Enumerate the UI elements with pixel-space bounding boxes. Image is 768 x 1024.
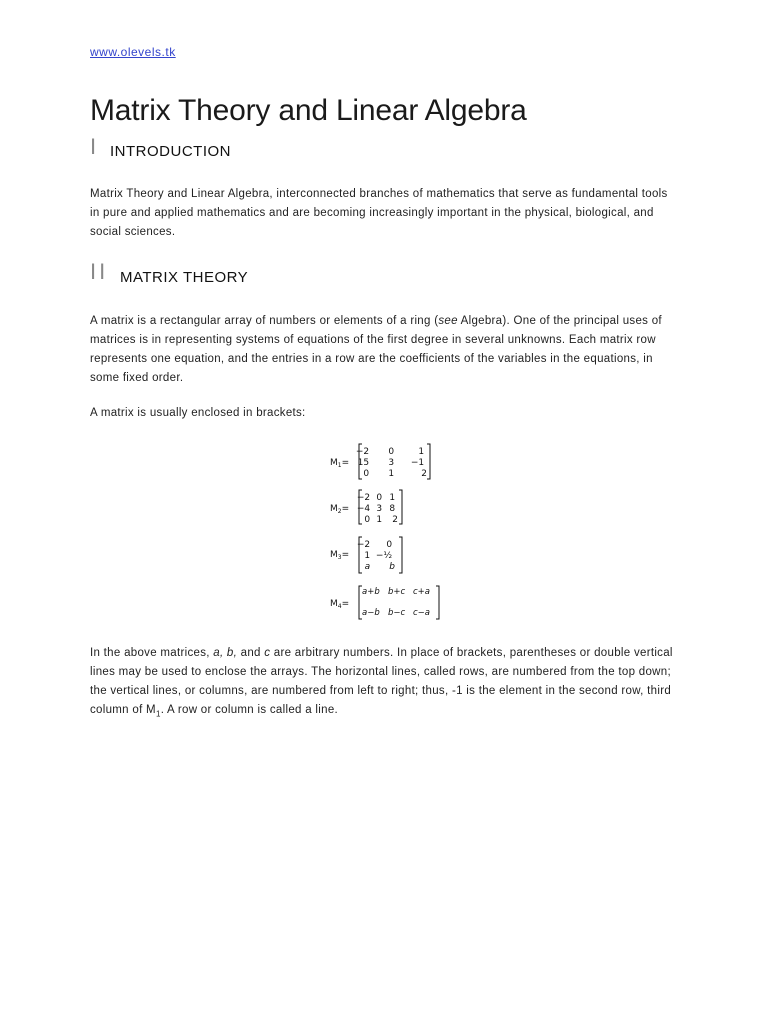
matrices-explanation-paragraph [90, 644, 680, 723]
page-title: Matrix Theory and Linear Algebra [90, 94, 527, 127]
matrix-cell: 0 [364, 515, 371, 525]
matrix-cell: c+a [413, 587, 431, 597]
matrix-cell: 0 [386, 540, 393, 550]
text-run: . A row or column is called a line. [160, 704, 339, 716]
matrix-cell: 0 [363, 469, 370, 479]
matrix-cell: −4 [356, 504, 371, 514]
matrix-cell: 8 [389, 504, 396, 514]
matrix-cell: 2 [392, 515, 398, 525]
matrix-cell: 0 [388, 447, 395, 457]
matrix-label: M [330, 458, 338, 468]
matrix-cell: c−a [413, 608, 431, 618]
section-numeral: I [90, 134, 100, 159]
text-subscript: 1 [155, 709, 161, 719]
text-run-italic: c [264, 647, 271, 659]
matrix-cell: −1 [410, 458, 425, 468]
matrix-cell: 3 [388, 458, 395, 468]
matrix-cell: a−b [362, 608, 380, 618]
text-run-italic: a, b, [213, 647, 238, 659]
svg-text:−2 0 1 [357, 540, 395, 572]
matrix-cell: 1 [376, 515, 383, 525]
svg-text:M4=: $M_4=$ [330, 599, 350, 610]
matrix-cell: 1 [388, 469, 395, 479]
text-run: Algebra). One of the principal uses of matrices is in representing systems of equations of the first degree in several unknowns. Each matrix row represents one equation, and the entries in a row are the coefficients of the variables in the equations, in some fixed order. [90, 315, 662, 384]
matrix-subscript: 2 [337, 508, 342, 515]
website-link[interactable]: www.olevels.tk [90, 45, 176, 59]
matrix-cell: 3 [376, 504, 383, 514]
matrix-m4 [330, 586, 439, 619]
matrix-cell: a+b [362, 587, 380, 597]
brackets-paragraph: A matrix is usually enclosed in brackets: [90, 407, 306, 419]
matrix-cell: 1 [389, 493, 396, 503]
svg-text:a+b b+c c+a [362, 587, 433, 618]
section-numeral: II [90, 259, 109, 284]
matrix-cell: −2 [356, 540, 371, 550]
section-heading: INTRODUCTION [110, 143, 231, 160]
svg-text:M1=: $M_1=$ [330, 458, 350, 469]
matrix-cell: b [389, 562, 395, 572]
section-heading: MATRIX THEORY [120, 269, 249, 286]
matrix-subscript: 1 [337, 462, 342, 469]
matrix-cell: 2 [421, 469, 427, 479]
matrix-label: M [330, 504, 338, 514]
matrix-cell: 15 [357, 458, 370, 468]
matrix-cell: b−c [388, 608, 406, 618]
svg-text:−2 0 1 [357, 493, 398, 525]
svg-text:M3=: $M_3=$ [330, 550, 350, 561]
matrix-cell: 1 [364, 551, 371, 561]
matrix-m2 [330, 490, 402, 525]
matrix-label: M [330, 599, 338, 609]
matrix-cell: −½ [375, 551, 393, 561]
text-run-italic: see [438, 315, 458, 327]
matrix-cell: a [364, 562, 371, 572]
svg-text:−2 0 1 [356, 447, 427, 479]
text-run: are arbitrary numbers. In place of brackets, parentheses or double vertical lines may be used to enclose the arrays. The horizontal lines, called rows, are numbered from the top down; the vertical lines, or columns, are numbered from left to right; thus, -1 is the element in the second row, third column of M [90, 647, 673, 716]
intro-paragraph: Matrix Theory and Linear Algebra, interconnected branches of mathematics that serve as fundamental tools in pure and applied mathematics and are becoming increasingly important in the physical, biological, and social sciences. [90, 188, 668, 238]
text-run: and [237, 647, 265, 659]
matrix-cell: 1 [418, 447, 425, 457]
text-run: A matrix is a rectangular array of numbers or elements of a ring ( [90, 315, 439, 327]
matrix-cell: −2 [356, 493, 371, 503]
matrix-label: M [330, 550, 338, 560]
text-run: In the above matrices, [90, 647, 214, 659]
matrix-cell: −2 [355, 447, 370, 457]
matrix-m1 [330, 444, 430, 479]
matrix-cell: 0 [376, 493, 383, 503]
matrix-m3 [330, 537, 402, 573]
matrix-subscript: 4 [337, 603, 342, 610]
matrix-cell: b+c [388, 587, 406, 597]
svg-text:M2=: $M_2=$ [330, 504, 350, 515]
matrix-subscript: 3 [337, 554, 342, 561]
